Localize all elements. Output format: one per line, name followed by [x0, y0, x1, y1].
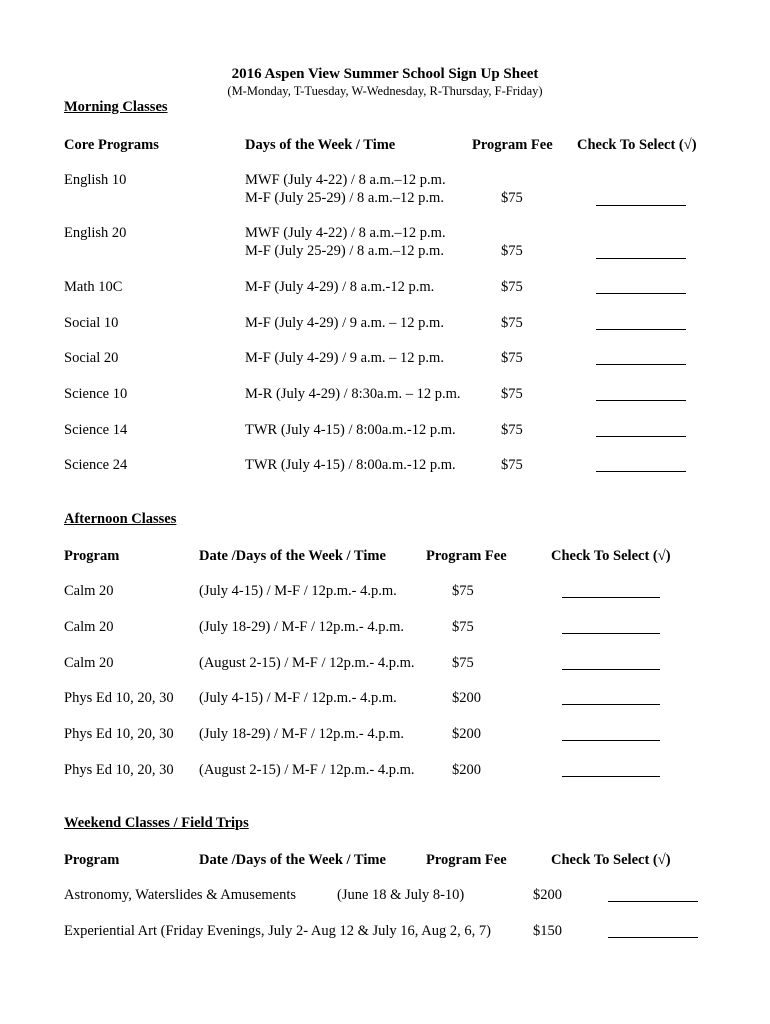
morning-row-days: M-F (July 4-29) / 9 a.m. – 12 p.m. — [245, 350, 444, 366]
morning-row-program: Science 14 — [64, 422, 128, 438]
weekend-header-program: Program — [64, 852, 120, 868]
morning-row-days: M-F (July 4-29) / 8 a.m.-12 p.m. — [245, 279, 435, 295]
morning-row-program: Science 24 — [64, 457, 128, 473]
check-select-line[interactable] — [596, 364, 686, 365]
afternoon-header-check: Check To Select (√) — [551, 548, 671, 564]
afternoon-row-fee: $200 — [452, 690, 481, 706]
morning-row-fee: $75 — [501, 243, 523, 259]
afternoon-row-program: Phys Ed 10, 20, 30 — [64, 690, 174, 706]
afternoon-row-program: Phys Ed 10, 20, 30 — [64, 726, 174, 742]
day-legend: (M-Monday, T-Tuesday, W-Wednesday, R-Thursday, F-Friday) — [227, 84, 543, 98]
check-select-line[interactable] — [596, 205, 686, 206]
page-title: 2016 Aspen View Summer School Sign Up Sheet — [231, 66, 539, 82]
afternoon-row-days: (July 18-29) / M-F / 12p.m.- 4.p.m. — [199, 619, 405, 635]
check-select-line[interactable] — [562, 704, 660, 705]
afternoon-row-days: (July 4-15) / M-F / 12p.m.- 4.p.m. — [199, 583, 397, 599]
check-select-line[interactable] — [562, 633, 660, 634]
morning-header-days: Days of the Week / Time — [245, 137, 396, 153]
weekend-row-fee: $200 — [533, 887, 562, 903]
afternoon-row-days: (August 2-15) / M-F / 12p.m.- 4.p.m. — [199, 762, 415, 778]
afternoon-row-program: Calm 20 — [64, 583, 114, 599]
weekend-row-program: Experiential Art (Friday Evenings, July 2- Aug 12 & July 16, Aug 2, 6, 7) — [64, 923, 491, 939]
afternoon-row-fee: $75 — [452, 619, 474, 635]
morning-header-fee: Program Fee — [472, 137, 553, 153]
afternoon-row-fee: $200 — [452, 726, 481, 742]
check-select-line[interactable] — [562, 669, 660, 670]
morning-row-fee: $75 — [501, 315, 523, 331]
morning-row-fee: $75 — [501, 457, 523, 473]
check-select-line[interactable] — [596, 258, 686, 259]
morning-row-fee: $75 — [501, 386, 523, 402]
check-select-line[interactable] — [596, 471, 686, 472]
afternoon-header-program: Program — [64, 548, 120, 564]
weekend-header-check: Check To Select (√) — [551, 852, 671, 868]
afternoon-row-days: (August 2-15) / M-F / 12p.m.- 4.p.m. — [199, 655, 415, 671]
afternoon-row-program: Calm 20 — [64, 655, 114, 671]
weekend-header-days: Date /Days of the Week / Time — [199, 852, 386, 868]
morning-row-days: M-R (July 4-29) / 8:30a.m. – 12 p.m. — [245, 386, 461, 402]
morning-row-program: Math 10C — [64, 279, 123, 295]
weekend-row-fee: $150 — [533, 923, 562, 939]
weekend-header-fee: Program Fee — [426, 852, 507, 868]
check-select-line[interactable] — [562, 597, 660, 598]
morning-row-days: TWR (July 4-15) / 8:00a.m.-12 p.m. — [245, 457, 456, 473]
morning-row-program: Social 10 — [64, 315, 119, 331]
morning-row-fee: $75 — [501, 350, 523, 366]
morning-row-days: MWF (July 4-22) / 8 a.m.–12 p.m. — [245, 172, 446, 188]
morning-row-fee: $75 — [501, 422, 523, 438]
afternoon-row-days: (July 18-29) / M-F / 12p.m.- 4.p.m. — [199, 726, 405, 742]
afternoon-row-program: Phys Ed 10, 20, 30 — [64, 762, 174, 778]
afternoon-row-program: Calm 20 — [64, 619, 114, 635]
morning-row-days: M-F (July 25-29) / 8 a.m.–12 p.m. — [245, 243, 444, 259]
morning-row-program: Science 10 — [64, 386, 128, 402]
afternoon-row-fee: $75 — [452, 583, 474, 599]
morning-header-check: Check To Select (√) — [577, 137, 697, 153]
weekend-row-days: (June 18 & July 8-10) — [337, 887, 465, 903]
morning-row-fee: $75 — [501, 190, 523, 206]
weekend-row-program: Astronomy, Waterslides & Amusements — [64, 887, 297, 903]
check-select-line[interactable] — [562, 740, 660, 741]
afternoon-header-days: Date /Days of the Week / Time — [199, 548, 386, 564]
morning-row-days: TWR (July 4-15) / 8:00a.m.-12 p.m. — [245, 422, 456, 438]
afternoon-heading: Afternoon Classes — [64, 511, 177, 527]
afternoon-row-fee: $75 — [452, 655, 474, 671]
weekend-heading: Weekend Classes / Field Trips — [64, 815, 249, 831]
check-select-line[interactable] — [562, 776, 660, 777]
afternoon-row-fee: $200 — [452, 762, 481, 778]
afternoon-row-days: (July 4-15) / M-F / 12p.m.- 4.p.m. — [199, 690, 397, 706]
afternoon-header-fee: Program Fee — [426, 548, 507, 564]
morning-row-days: MWF (July 4-22) / 8 a.m.–12 p.m. — [245, 225, 446, 241]
check-select-line[interactable] — [596, 400, 686, 401]
morning-row-program: Social 20 — [64, 350, 119, 366]
check-select-line[interactable] — [608, 937, 698, 938]
morning-row-days: M-F (July 25-29) / 8 a.m.–12 p.m. — [245, 190, 444, 206]
morning-row-program: English 20 — [64, 225, 127, 241]
check-select-line[interactable] — [596, 436, 686, 437]
morning-row-days: M-F (July 4-29) / 9 a.m. – 12 p.m. — [245, 315, 444, 331]
check-select-line[interactable] — [596, 293, 686, 294]
check-select-line[interactable] — [596, 329, 686, 330]
check-select-line[interactable] — [608, 901, 698, 902]
morning-row-program: English 10 — [64, 172, 127, 188]
morning-header-program: Core Programs — [64, 137, 159, 153]
morning-row-fee: $75 — [501, 279, 523, 295]
morning-heading: Morning Classes — [64, 99, 168, 115]
